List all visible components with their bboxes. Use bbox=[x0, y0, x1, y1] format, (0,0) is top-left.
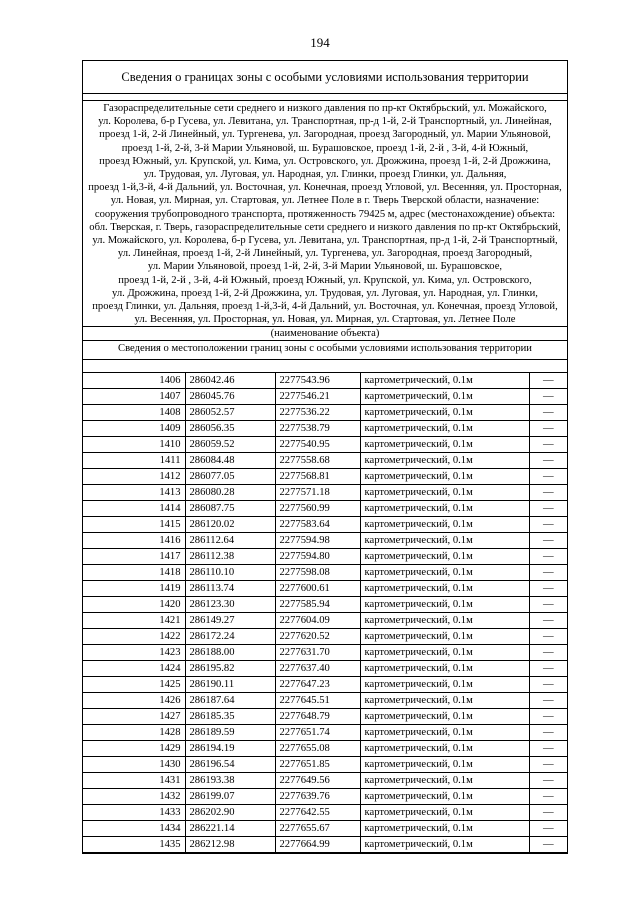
y-coordinate-cell: 2277651.85 bbox=[275, 757, 360, 773]
x-coordinate-cell: 286187.64 bbox=[185, 693, 275, 709]
y-coordinate-cell: 2277620.52 bbox=[275, 629, 360, 645]
note-cell: — bbox=[529, 645, 567, 661]
table-row bbox=[83, 693, 567, 709]
y-coordinate-cell: 2277631.70 bbox=[275, 645, 360, 661]
x-coordinate-cell: 286221.14 bbox=[185, 821, 275, 837]
x-coordinate-cell: 286112.38 bbox=[185, 549, 275, 565]
method-cell: картометрический, 0.1м bbox=[360, 725, 529, 741]
table-row bbox=[83, 805, 567, 821]
point-number-cell: 1411 bbox=[83, 453, 185, 469]
point-number-cell: 1424 bbox=[83, 661, 185, 677]
description-line: Газораспределительные сети среднего и низкого давления по пр-кт Октябрьский, ул. Можайского, bbox=[103, 103, 547, 114]
x-coordinate-cell: 286042.46 bbox=[185, 373, 275, 389]
y-coordinate-cell: 2277536.22 bbox=[275, 405, 360, 421]
method-cell: картометрический, 0.1м bbox=[360, 437, 529, 453]
point-number-cell: 1406 bbox=[83, 373, 185, 389]
x-coordinate-cell: 286185.35 bbox=[185, 709, 275, 725]
description-line: ул. Можайского, ул. Королева, б-р Гусева, ул. Левитана, ул. Транспортная, пр-д 1-й, 2-й Транспортный, bbox=[92, 235, 558, 247]
note-cell: — bbox=[529, 389, 567, 405]
method-cell: картометрический, 0.1м bbox=[360, 837, 529, 853]
note-cell: — bbox=[529, 821, 567, 837]
object-name-caption: (наименование объекта) bbox=[83, 326, 567, 341]
x-coordinate-cell: 286199.07 bbox=[185, 789, 275, 805]
description-line: проезд Глинки, ул. Дальняя, проезд 1-й,3-й, 4-й Дальний, ул. Восточная, ул. Конечная, проезд Угловой, bbox=[92, 301, 558, 313]
table-row bbox=[83, 421, 567, 437]
table-row bbox=[83, 789, 567, 805]
coordinates-table bbox=[83, 372, 567, 853]
table-row bbox=[83, 661, 567, 677]
y-coordinate-cell: 2277560.99 bbox=[275, 501, 360, 517]
description-line: ул. Трудовая, ул. Луговая, ул. Народная, ул. Глинки, проезд Глинки, ул. Дальняя, bbox=[143, 169, 507, 181]
description-line: ул. Дрожжина, проезд 1-й, 2-й Дрожжина, ул. Трудовая, ул. Луговая, ул. Народная, ул. Глинки, bbox=[112, 287, 538, 299]
method-cell: картометрический, 0.1м bbox=[360, 821, 529, 837]
table-row bbox=[83, 709, 567, 725]
y-coordinate-cell: 2277649.56 bbox=[275, 773, 360, 789]
method-cell: картометрический, 0.1м bbox=[360, 469, 529, 485]
note-cell: — bbox=[529, 757, 567, 773]
method-cell: картометрический, 0.1м bbox=[360, 709, 529, 725]
description-line: проезд 1-й, 2-й Линейный, ул. Тургенева, ул. Загородная, проезд Загородный, ул. Марии Ульяновой, bbox=[99, 129, 551, 141]
x-coordinate-cell: 286195.82 bbox=[185, 661, 275, 677]
table-row bbox=[83, 469, 567, 485]
x-coordinate-cell: 286080.28 bbox=[185, 485, 275, 501]
point-number-cell: 1425 bbox=[83, 677, 185, 693]
x-coordinate-cell: 286194.19 bbox=[185, 741, 275, 757]
description-line: проезд 1-й, 2-й, 3-й Марии Ульяновой, ш. Бурашовское, проезд 1-й, 2-й , 3-й, 4-й Южный, bbox=[121, 142, 529, 154]
point-number-cell: 1410 bbox=[83, 437, 185, 453]
x-coordinate-cell: 286193.38 bbox=[185, 773, 275, 789]
table-row bbox=[83, 501, 567, 517]
table-row bbox=[83, 533, 567, 549]
point-number-cell: 1415 bbox=[83, 517, 185, 533]
point-number-cell: 1407 bbox=[83, 389, 185, 405]
note-cell: — bbox=[529, 693, 567, 709]
point-number-cell: 1426 bbox=[83, 693, 185, 709]
point-number-cell: 1427 bbox=[83, 709, 185, 725]
x-coordinate-cell: 286196.54 bbox=[185, 757, 275, 773]
y-coordinate-cell: 2277655.67 bbox=[275, 821, 360, 837]
note-cell: — bbox=[529, 453, 567, 469]
note-cell: — bbox=[529, 469, 567, 485]
note-cell: — bbox=[529, 773, 567, 789]
table-spacer bbox=[83, 360, 567, 372]
description-line: ул. Весенняя, ул. Просторная, ул. Новая, ул. Мирная, ул. Стартовая, ул. Летнее Поле bbox=[134, 314, 516, 326]
x-coordinate-cell: 286056.35 bbox=[185, 421, 275, 437]
y-coordinate-cell: 2277664.99 bbox=[275, 837, 360, 853]
note-cell: — bbox=[529, 421, 567, 437]
note-cell: — bbox=[529, 581, 567, 597]
y-coordinate-cell: 2277585.94 bbox=[275, 597, 360, 613]
note-cell: — bbox=[529, 373, 567, 389]
description-line: проезд Южный, ул. Крупской, ул. Кима, ул. Островского, ул. Дрожжина, проезд 1-й, 2-й Дрожжина, bbox=[99, 155, 551, 167]
x-coordinate-cell: 286189.59 bbox=[185, 725, 275, 741]
table-row bbox=[83, 773, 567, 789]
point-number-cell: 1428 bbox=[83, 725, 185, 741]
note-cell: — bbox=[529, 805, 567, 821]
y-coordinate-cell: 2277568.81 bbox=[275, 469, 360, 485]
note-cell: — bbox=[529, 549, 567, 565]
note-cell: — bbox=[529, 533, 567, 549]
table-row bbox=[83, 645, 567, 661]
note-cell: — bbox=[529, 565, 567, 581]
method-cell: картометрический, 0.1м bbox=[360, 485, 529, 501]
point-number-cell: 1434 bbox=[83, 821, 185, 837]
table-row bbox=[83, 677, 567, 693]
table-row bbox=[83, 837, 567, 853]
method-cell: картометрический, 0.1м bbox=[360, 501, 529, 517]
y-coordinate-cell: 2277600.61 bbox=[275, 581, 360, 597]
table-row bbox=[83, 757, 567, 773]
y-coordinate-cell: 2277540.95 bbox=[275, 437, 360, 453]
note-cell: — bbox=[529, 677, 567, 693]
point-number-cell: 1412 bbox=[83, 469, 185, 485]
zone-boundaries-frame bbox=[82, 60, 568, 854]
y-coordinate-cell: 2277543.96 bbox=[275, 373, 360, 389]
method-cell: картометрический, 0.1м bbox=[360, 565, 529, 581]
point-number-cell: 1433 bbox=[83, 805, 185, 821]
method-cell: картометрический, 0.1м bbox=[360, 389, 529, 405]
note-cell: — bbox=[529, 725, 567, 741]
description-line: ул. Линейная, проезд 1-й, 2-й Линейный, ул. Тургенева, ул. Загородная, проезд Загородный, bbox=[117, 248, 533, 260]
note-cell: — bbox=[529, 501, 567, 517]
y-coordinate-cell: 2277583.64 bbox=[275, 517, 360, 533]
note-cell: — bbox=[529, 485, 567, 501]
x-coordinate-cell: 286190.11 bbox=[185, 677, 275, 693]
note-cell: — bbox=[529, 437, 567, 453]
point-number-cell: 1420 bbox=[83, 597, 185, 613]
table-row bbox=[83, 373, 567, 389]
table-row bbox=[83, 613, 567, 629]
table-row bbox=[83, 453, 567, 469]
point-number-cell: 1418 bbox=[83, 565, 185, 581]
point-number-cell: 1414 bbox=[83, 501, 185, 517]
title-gap bbox=[83, 94, 567, 101]
y-coordinate-cell: 2277655.08 bbox=[275, 741, 360, 757]
description-line: ул. Новая, ул. Мирная, ул. Стартовая, ул. Летнее Поле в г. Тверь Тверской области, назначение: bbox=[110, 195, 540, 207]
y-coordinate-cell: 2277648.79 bbox=[275, 709, 360, 725]
x-coordinate-cell: 286149.27 bbox=[185, 613, 275, 629]
description-line: проезд 1-й,3-й, 4-й Дальний, ул. Восточная, ул. Конечная, проезд Угловой, ул. Весенняя, ул. Просторная, bbox=[88, 182, 562, 194]
point-number-cell: 1422 bbox=[83, 629, 185, 645]
point-number-cell: 1417 bbox=[83, 549, 185, 565]
y-coordinate-cell: 2277645.51 bbox=[275, 693, 360, 709]
page-number: 194 bbox=[310, 35, 330, 50]
description-line: обл. Тверская, г. Тверь, газораспределительные сети среднего и низкого давления по пр-кт Октябрьский, bbox=[89, 221, 561, 233]
point-number-cell: 1429 bbox=[83, 741, 185, 757]
y-coordinate-cell: 2277639.76 bbox=[275, 789, 360, 805]
y-coordinate-cell: 2277546.21 bbox=[275, 389, 360, 405]
method-cell: картометрический, 0.1м bbox=[360, 645, 529, 661]
description-line: сооружения трубопроводного транспорта, протяженность 79425 м, адрес (местонахождение) объекта: bbox=[94, 208, 556, 220]
description-line: ул. Марии Ульяновой, проезд 1-й, 2-й, 3-й Марии Ульяновой, ш. Бурашовское, bbox=[147, 261, 503, 273]
method-cell: картометрический, 0.1м bbox=[360, 581, 529, 597]
note-cell: — bbox=[529, 629, 567, 645]
description-line: проезд 1-й, 2-й , 3-й, 4-й Южный, проезд Южный, ул. Крупской, ул. Кима, ул. Островского, bbox=[118, 274, 532, 286]
note-cell: — bbox=[529, 517, 567, 533]
point-number-cell: 1409 bbox=[83, 421, 185, 437]
note-cell: — bbox=[529, 661, 567, 677]
table-row bbox=[83, 485, 567, 501]
method-cell: картометрический, 0.1м bbox=[360, 693, 529, 709]
method-cell: картометрический, 0.1м bbox=[360, 549, 529, 565]
method-cell: картометрический, 0.1м bbox=[360, 741, 529, 757]
method-cell: картометрический, 0.1м bbox=[360, 597, 529, 613]
method-cell: картометрический, 0.1м bbox=[360, 773, 529, 789]
point-number-cell: 1413 bbox=[83, 485, 185, 501]
x-coordinate-cell: 286110.10 bbox=[185, 565, 275, 581]
method-cell: картометрический, 0.1м bbox=[360, 629, 529, 645]
table-row bbox=[83, 565, 567, 581]
point-number-cell: 1423 bbox=[83, 645, 185, 661]
method-cell: картометрический, 0.1м bbox=[360, 789, 529, 805]
table-row bbox=[83, 437, 567, 453]
point-number-cell: 1408 bbox=[83, 405, 185, 421]
y-coordinate-cell: 2277538.79 bbox=[275, 421, 360, 437]
x-coordinate-cell: 286172.24 bbox=[185, 629, 275, 645]
method-cell: картометрический, 0.1м bbox=[360, 661, 529, 677]
method-cell: картометрический, 0.1м bbox=[360, 517, 529, 533]
note-cell: — bbox=[529, 789, 567, 805]
x-coordinate-cell: 286045.76 bbox=[185, 389, 275, 405]
note-cell: — bbox=[529, 837, 567, 853]
table-row bbox=[83, 629, 567, 645]
x-coordinate-cell: 286087.75 bbox=[185, 501, 275, 517]
y-coordinate-cell: 2277571.18 bbox=[275, 485, 360, 501]
x-coordinate-cell: 286052.57 bbox=[185, 405, 275, 421]
note-cell: — bbox=[529, 405, 567, 421]
y-coordinate-cell: 2277642.55 bbox=[275, 805, 360, 821]
table-row bbox=[83, 517, 567, 533]
y-coordinate-cell: 2277637.40 bbox=[275, 661, 360, 677]
document-title: Сведения о границах зоны с особыми условиями использования территории bbox=[83, 61, 567, 94]
x-coordinate-cell: 286077.05 bbox=[185, 469, 275, 485]
point-number-cell: 1421 bbox=[83, 613, 185, 629]
x-coordinate-cell: 286120.02 bbox=[185, 517, 275, 533]
point-number-cell: 1430 bbox=[83, 757, 185, 773]
table-row bbox=[83, 821, 567, 837]
note-cell: — bbox=[529, 741, 567, 757]
note-cell: — bbox=[529, 613, 567, 629]
y-coordinate-cell: 2277651.74 bbox=[275, 725, 360, 741]
y-coordinate-cell: 2277647.23 bbox=[275, 677, 360, 693]
table-row bbox=[83, 581, 567, 597]
x-coordinate-cell: 286084.48 bbox=[185, 453, 275, 469]
method-cell: картометрический, 0.1м bbox=[360, 757, 529, 773]
method-cell: картометрический, 0.1м bbox=[360, 421, 529, 437]
table-row bbox=[83, 389, 567, 405]
x-coordinate-cell: 286212.98 bbox=[185, 837, 275, 853]
x-coordinate-cell: 286112.64 bbox=[185, 533, 275, 549]
description-line: ул. Королева, б-р Гусева, ул. Левитана, ул. Транспортная, пр-д 1-й, 2-й Транспортный, ул. Линейная, bbox=[98, 116, 552, 128]
table-row bbox=[83, 725, 567, 741]
method-cell: картометрический, 0.1м bbox=[360, 405, 529, 421]
table-row bbox=[83, 549, 567, 565]
table-row bbox=[83, 597, 567, 613]
point-number-cell: 1431 bbox=[83, 773, 185, 789]
y-coordinate-cell: 2277558.68 bbox=[275, 453, 360, 469]
point-number-cell: 1419 bbox=[83, 581, 185, 597]
table-row bbox=[83, 405, 567, 421]
table-row bbox=[83, 741, 567, 757]
note-cell: — bbox=[529, 709, 567, 725]
point-number-cell: 1435 bbox=[83, 837, 185, 853]
method-cell: картометрический, 0.1м bbox=[360, 373, 529, 389]
x-coordinate-cell: 286123.30 bbox=[185, 597, 275, 613]
note-cell: — bbox=[529, 597, 567, 613]
method-cell: картометрический, 0.1м bbox=[360, 677, 529, 693]
y-coordinate-cell: 2277604.09 bbox=[275, 613, 360, 629]
y-coordinate-cell: 2277594.98 bbox=[275, 533, 360, 549]
y-coordinate-cell: 2277594.80 bbox=[275, 549, 360, 565]
x-coordinate-cell: 286188.00 bbox=[185, 645, 275, 661]
method-cell: картометрический, 0.1м bbox=[360, 805, 529, 821]
point-number-cell: 1432 bbox=[83, 789, 185, 805]
method-cell: картометрический, 0.1м bbox=[360, 453, 529, 469]
point-number-cell: 1416 bbox=[83, 533, 185, 549]
method-cell: картометрический, 0.1м bbox=[360, 533, 529, 549]
method-cell: картометрический, 0.1м bbox=[360, 613, 529, 629]
object-description bbox=[83, 101, 567, 326]
x-coordinate-cell: 286113.74 bbox=[185, 581, 275, 597]
location-caption: Сведения о местоположении границ зоны с особыми условиями использования территории bbox=[83, 341, 567, 360]
y-coordinate-cell: 2277598.08 bbox=[275, 565, 360, 581]
x-coordinate-cell: 286059.52 bbox=[185, 437, 275, 453]
x-coordinate-cell: 286202.90 bbox=[185, 805, 275, 821]
